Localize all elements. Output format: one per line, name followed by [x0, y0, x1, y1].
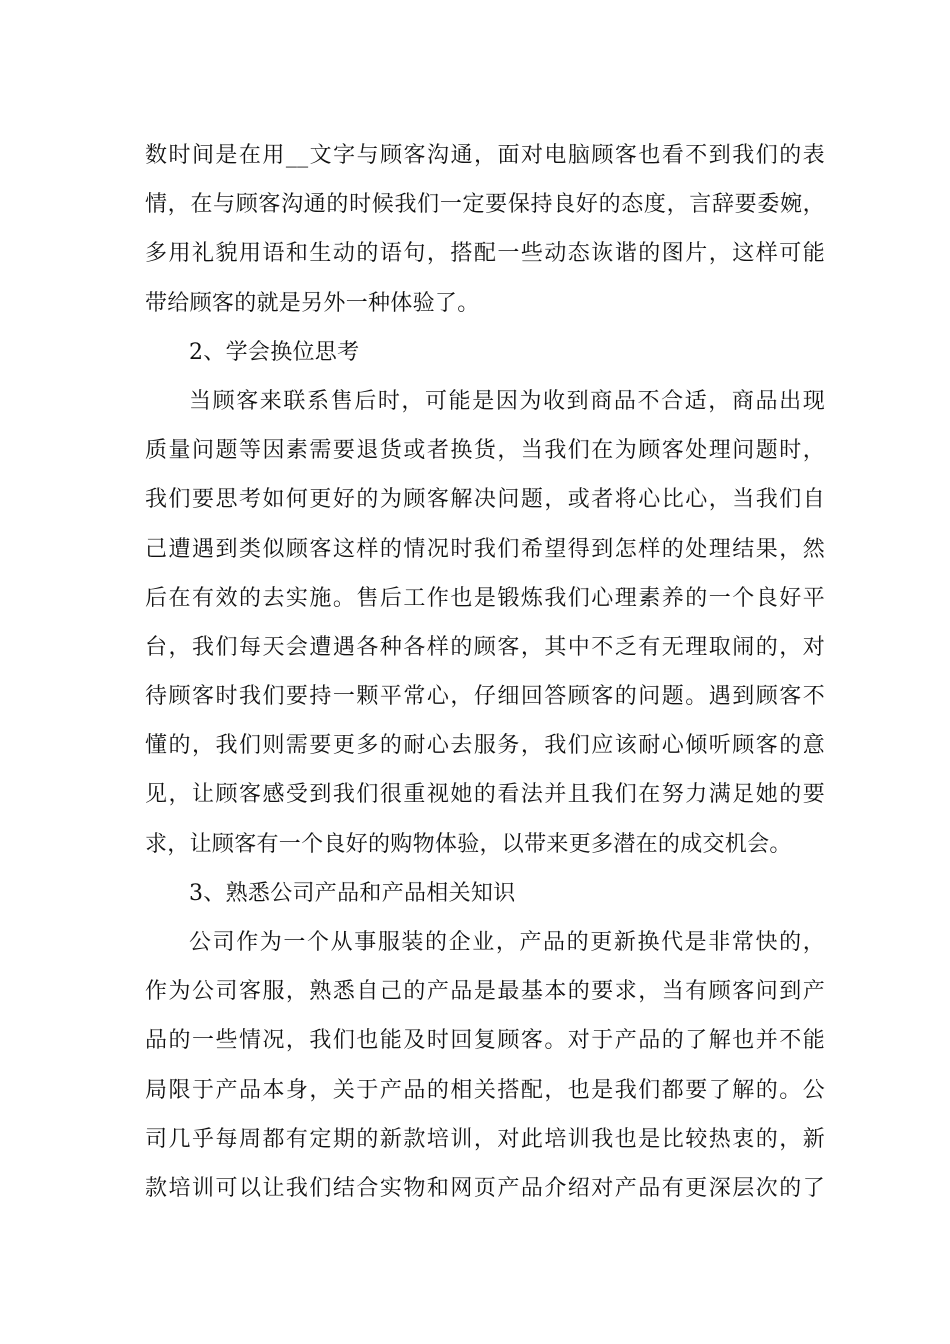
- text-line: 公司作为一个从事服装的企业，产品的更新换代是非常快的，: [189, 930, 825, 955]
- text-line: 求，让顾客有一个良好的购物体验，以带来更多潜在的成交机会。: [145, 831, 792, 857]
- text-line: 待顾客时我们要持一颗平常心，仔细回答顾客的问题。遇到顾客不: [145, 684, 825, 710]
- text-line: 己遭遇到类似顾客这样的情况时我们希望得到怎样的处理结果，然: [145, 536, 825, 562]
- text-line: 多用礼貌用语和生动的语句，搭配一些动态诙谐的图片，这样可能: [145, 241, 825, 267]
- text-line: 懂的，我们则需要更多的耐心去服务，我们应该耐心倾听顾客的意: [145, 733, 825, 759]
- text-line: 见，让顾客感受到我们很重视她的看法并且我们在努力满足她的要: [145, 782, 825, 808]
- text-line: 款培训可以让我们结合实物和网页产品介绍对产品有更深层次的了: [145, 1175, 825, 1201]
- text-line: 我们要思考如何更好的为顾客解决问题，或者将心比心，当我们自: [145, 487, 825, 513]
- text-line: 司几乎每周都有定期的新款培训，对此培训我也是比较热衷的，新: [145, 1126, 825, 1152]
- section-heading: 3、熟悉公司产品和产品相关知识: [189, 880, 516, 906]
- section-heading: 2、学会换位思考: [189, 339, 360, 365]
- text-line: 情，在与顾客沟通的时候我们一定要保持良好的态度，言辞要委婉，: [145, 192, 825, 218]
- text-line: 局限于产品本身，关于产品的相关搭配，也是我们都要了解的。公: [145, 1077, 825, 1103]
- text-line: 质量问题等因素需要退货或者换货，当我们在为顾客处理问题时，: [145, 438, 825, 464]
- text-line: 后在有效的去实施。售后工作也是锻炼我们心理素养的一个良好平: [145, 585, 825, 611]
- text-line: 数时间是在用__文字与顾客沟通，面对电脑顾客也看不到我们的表: [145, 143, 825, 168]
- text-line: 当顾客来联系售后时，可能是因为收到商品不合适，商品出现: [189, 388, 825, 414]
- text-line: 品的一些情况，我们也能及时回复顾客。对于产品的了解也并不能: [145, 1028, 825, 1054]
- text-line: 带给顾客的就是另外一种体验了。: [145, 290, 480, 316]
- document-body: [145, 131, 825, 1213]
- text-line: 作为公司客服，熟悉自己的产品是最基本的要求，当有顾客问到产: [145, 979, 825, 1005]
- text-line: 台，我们每天会遭遇各种各样的顾客，其中不乏有无理取闹的，对: [145, 634, 825, 660]
